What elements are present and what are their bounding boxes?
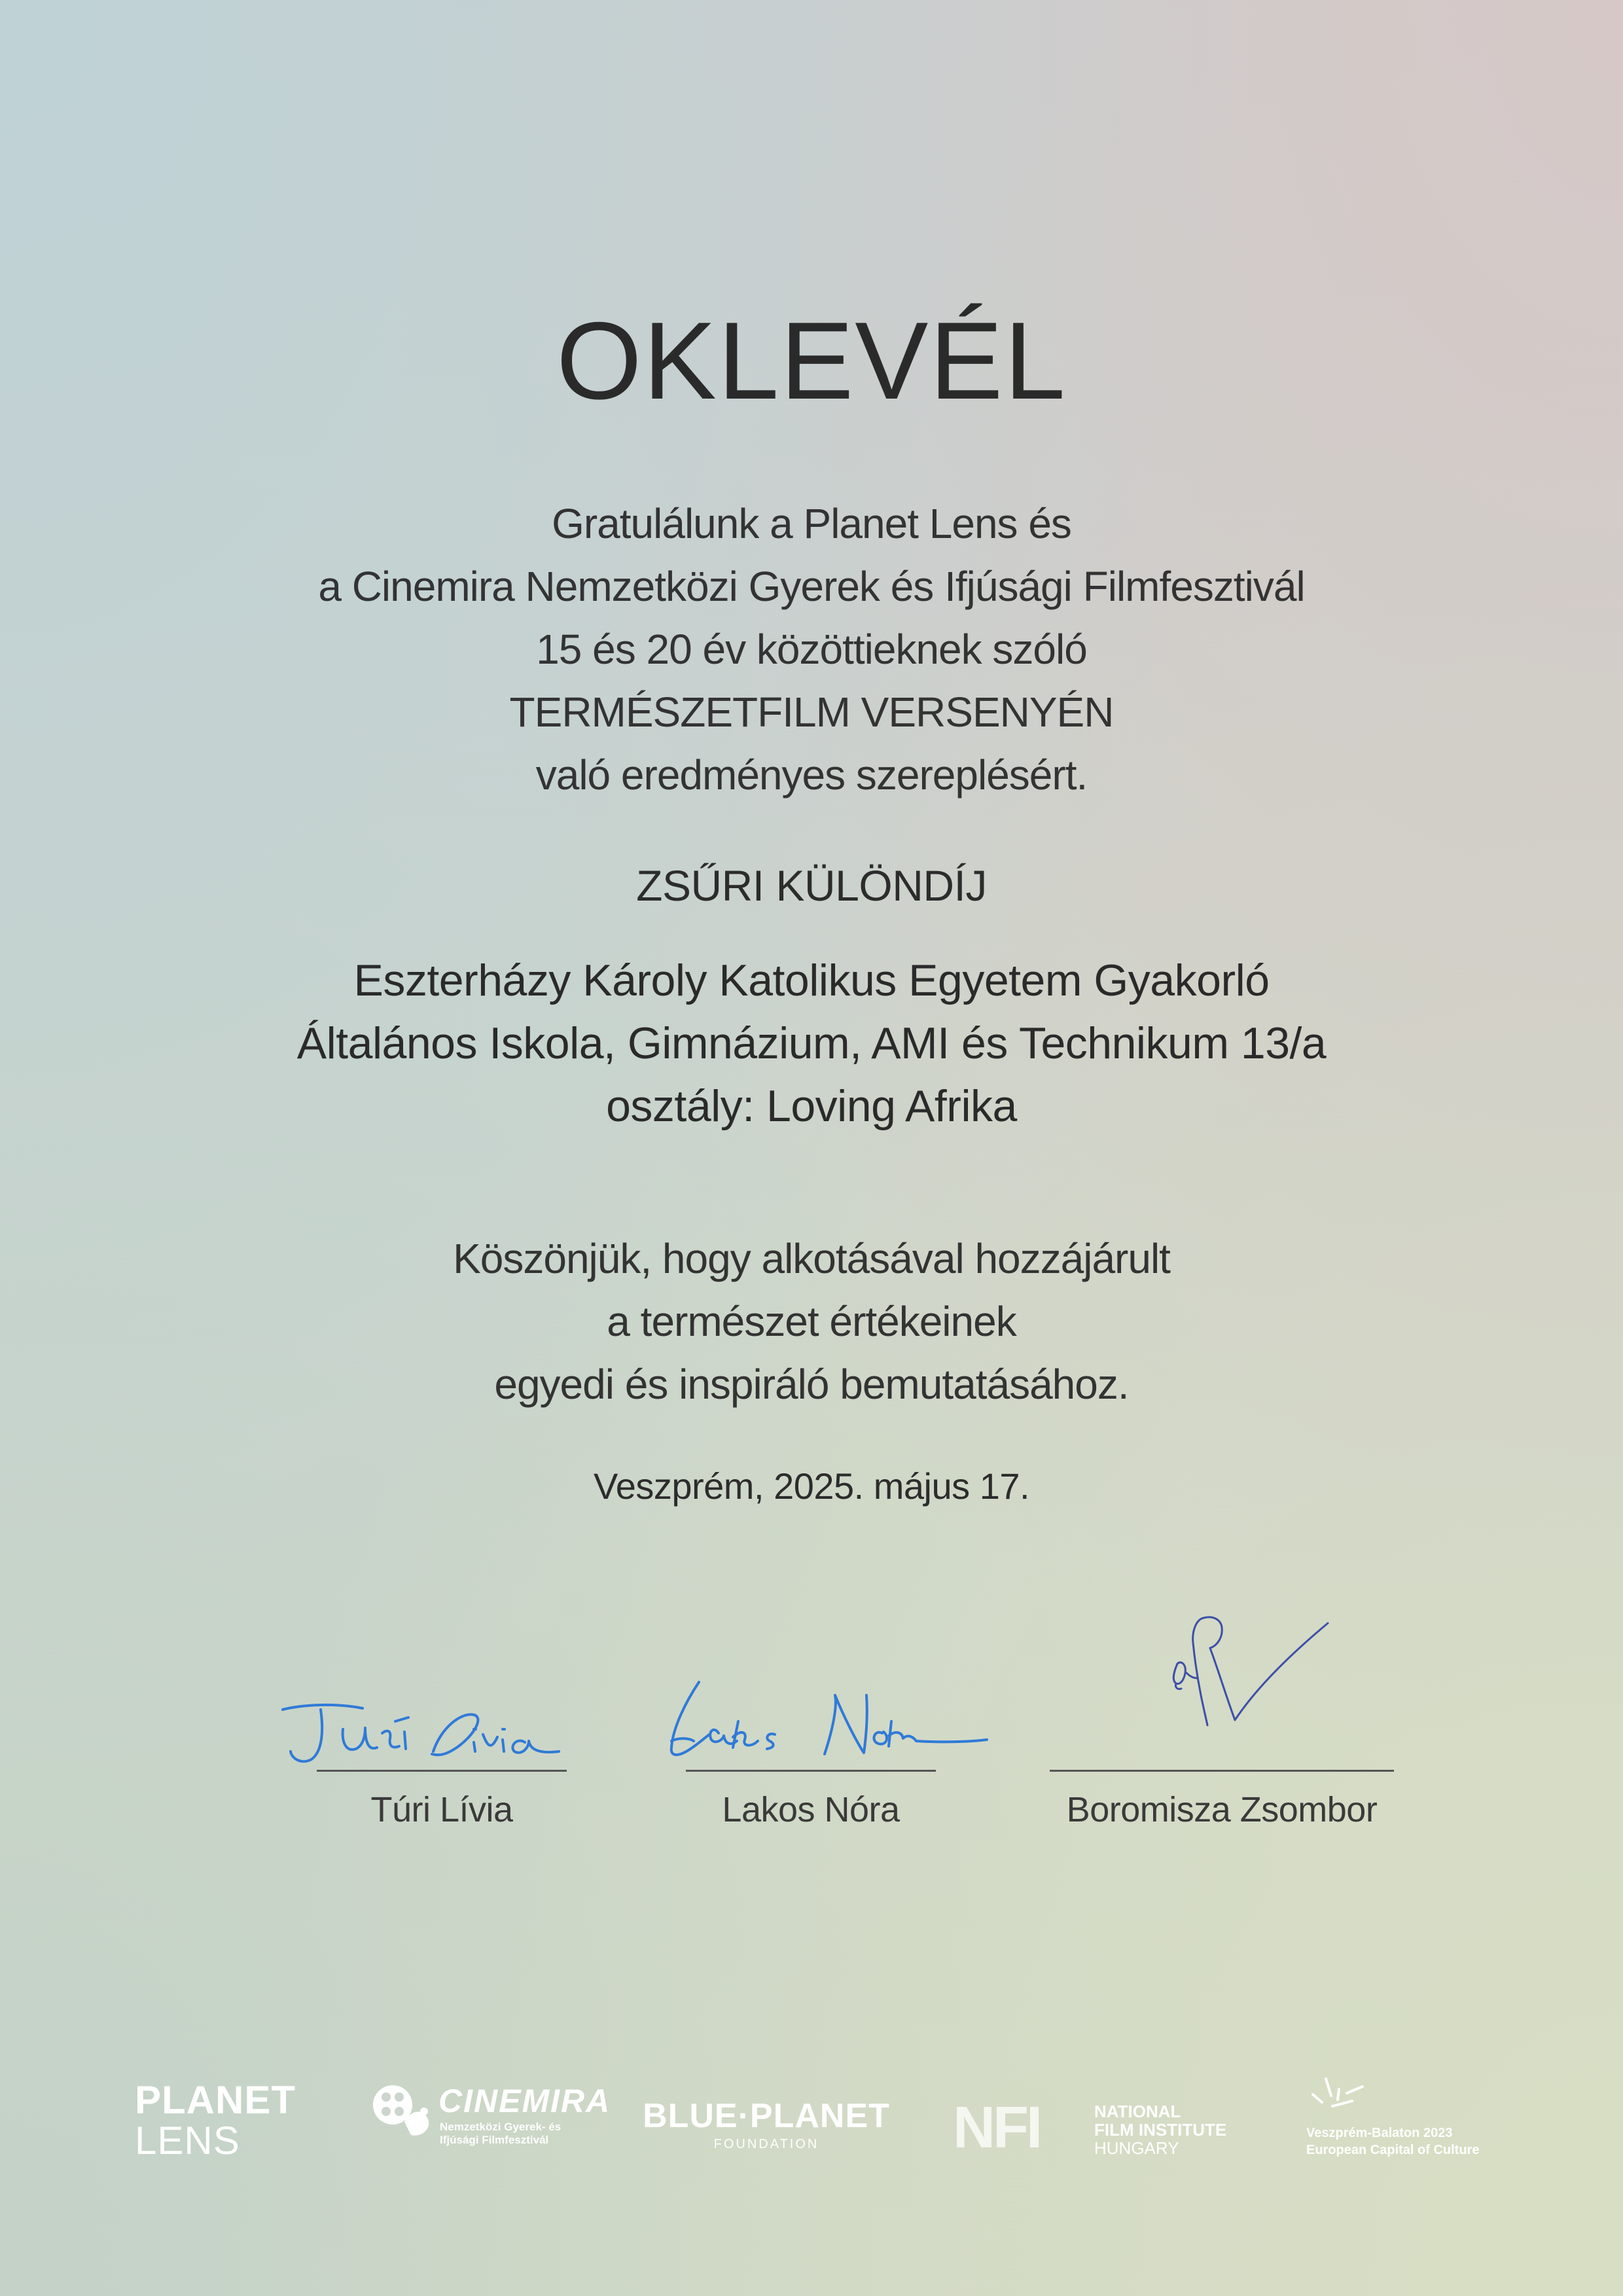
winner-text <box>0 949 1623 1138</box>
winner-line: Általános Iskola, Gimnázium, AMI és Technikum 13/a <box>296 1018 1327 1068</box>
veszprem-logo-line2: European Capital of Culture <box>1306 2143 1480 2157</box>
intro-line: 15 és 20 év közöttieknek szóló <box>536 626 1087 673</box>
intro-text <box>0 492 1623 806</box>
nfi-logo <box>953 2095 1247 2161</box>
signatory-name: Boromisza Zsombor <box>1066 1790 1378 1829</box>
signatory-name: Túri Lívia <box>370 1790 513 1829</box>
thanks-line: egyedi és inspiráló bemutatásához. <box>494 1361 1129 1408</box>
intro-line: a Cinemira Nemzetközi Gyerek és Ifjúsági Filmfesztivál <box>318 563 1305 610</box>
thanks-line: a természet értékeinek <box>607 1298 1016 1345</box>
film-reel-icon <box>372 2083 437 2142</box>
date-place: Veszprém, 2025. május 17. <box>593 1465 1030 1507</box>
signature-line <box>317 1770 567 1772</box>
intro-line: való eredményes szereplésért. <box>535 751 1088 798</box>
nfi-logo-line1: NATIONAL <box>1094 2102 1181 2121</box>
nfi-logo-mark: NFI <box>953 2095 1040 2161</box>
sunburst-icon <box>1306 2073 1372 2113</box>
signatory-name: Lakos Nóra <box>722 1790 900 1829</box>
cinemira-logo-sub2: Ifjúsági Filmfesztivál <box>440 2134 549 2146</box>
cinemira-logo-sub1: Nemzetközi Gyerek- és <box>440 2121 562 2133</box>
veszprem-logo <box>1306 2073 1503 2165</box>
planet-lens-logo-line1: PLANET <box>135 2078 296 2122</box>
signature-block-boromisza <box>1050 1604 1394 1846</box>
signature-block-lakos <box>686 1676 936 1846</box>
nfi-logo-line3: HUNGARY <box>1094 2138 1179 2158</box>
certificate-title: OKLEVÉL <box>556 299 1067 422</box>
planet-lens-logo-line2: LENS <box>135 2119 240 2162</box>
handwritten-signature-boromisza <box>1158 1610 1341 1741</box>
award-title: ZSŰRI KÜLÖNDÍJ <box>636 861 987 910</box>
intro-line: TERMÉSZETFILM VERSENYÉN <box>509 689 1114 736</box>
blue-planet-logo-name: BLUE·PLANET <box>643 2097 890 2135</box>
thanks-line: Köszönjük, hogy alkotásával hozzájárult <box>453 1235 1170 1282</box>
cinemira-logo <box>372 2083 611 2155</box>
signature-block-turi <box>317 1676 567 1846</box>
winner-line: osztály: Loving Afrika <box>606 1081 1017 1131</box>
signature-line <box>1050 1770 1394 1772</box>
signature-line <box>686 1770 936 1772</box>
thanks-text <box>0 1227 1623 1416</box>
cinemira-logo-name: CINEMIRA <box>438 2083 611 2119</box>
planet-lens-logo <box>135 2080 296 2161</box>
handwritten-signature-lakos <box>660 1676 1000 1774</box>
nfi-logo-line2: FILM INSTITUTE <box>1094 2120 1227 2140</box>
blue-planet-logo <box>639 2098 894 2154</box>
intro-line: Gratulálunk a Planet Lens és <box>552 500 1071 547</box>
veszprem-logo-line1: Veszprém-Balaton 2023 <box>1306 2126 1453 2140</box>
handwritten-signature-turi <box>277 1689 592 1780</box>
winner-line: Eszterházy Károly Katolikus Egyetem Gyakorló <box>353 956 1270 1005</box>
blue-planet-logo-sub: FOUNDATION <box>713 2137 819 2151</box>
